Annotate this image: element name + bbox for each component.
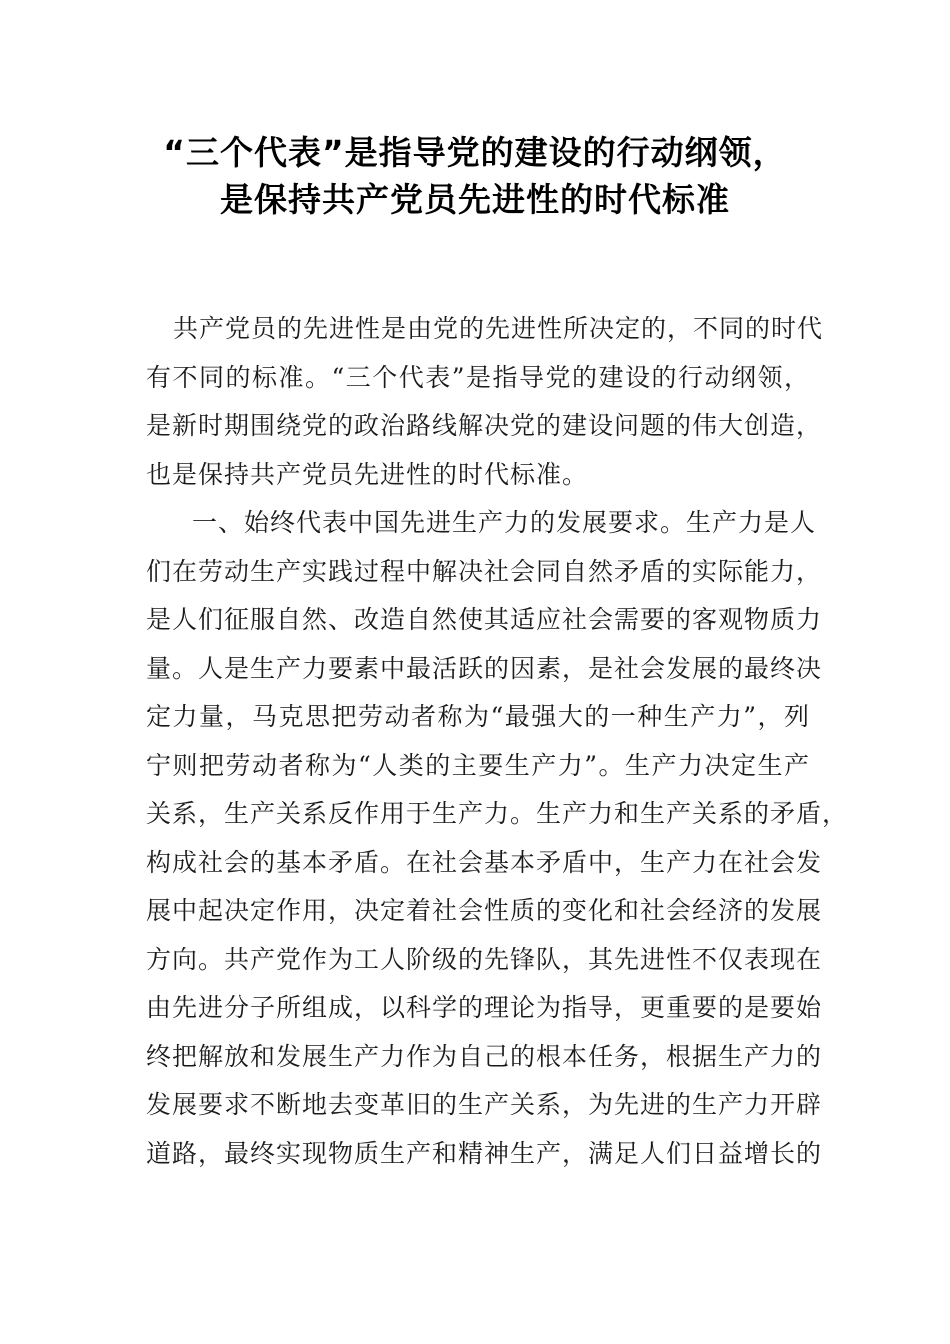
paragraph-line: 方向。共产党作为工人阶级的先锋队，其先进性不仅表现在 (146, 944, 823, 974)
paragraph-line: 也是保持共产党员先进性的时代标准。 (146, 459, 589, 489)
paragraph-line: 定力量，马克思把劳动者称为“最强大的一种生产力”，列 (146, 702, 810, 731)
paragraph-line: 量。人是生产力要素中最活跃的因素，是社会发展的最终决 (146, 653, 823, 683)
paragraph-line: 展中起决定作用，决定着社会性质的变化和社会经济的发展 (146, 896, 823, 925)
paragraph-line: 关系，生产关系反作用于生产力。生产力和生产关系的矛盾， (146, 799, 849, 828)
paragraph-line: 一、始终代表中国先进生产力的发展要求。生产力是人 (192, 508, 817, 537)
paragraph-line: 宁则把劳动者称为“人类的主要生产力”。生产力决定生产 (146, 750, 810, 780)
paragraph-line: 发展要求不断地去变革旧的生产关系，为先进的生产力开辟 (146, 1090, 823, 1119)
paragraph-intro (146, 305, 824, 499)
paragraph-line: 是新时期围绕党的政治路线解决党的建设问题的伟大创造， (146, 411, 823, 440)
paragraph-line: 是人们征服自然、改造自然使其适应社会需要的客观物质力 (146, 605, 823, 634)
paragraph-line: 有不同的标准。“三个代表”是指导党的建设的行动纲领， (146, 362, 810, 392)
paragraph-line: 终把解放和发展生产力作为自己的根本任务，根据生产力的 (146, 1041, 823, 1071)
paragraph-line: 道路，最终实现物质生产和精神生产，满足人们日益增长的 (146, 1138, 823, 1168)
document-title-line-1: “三个代表”是指导党的建设的行动纲领， (163, 133, 787, 172)
paragraph-section-one (146, 499, 849, 1178)
document-title-line-2: 是保持共产党员先进性的时代标准 (220, 180, 730, 219)
paragraph-line: 由先进分子所组成，以科学的理论为指导，更重要的是要始 (146, 993, 823, 1022)
paragraph-line: 们在劳动生产实践过程中解决社会同自然矛盾的实际能力， (146, 556, 823, 586)
paragraph-line: 共产党员的先进性是由党的先进性所决定的，不同的时代 (173, 314, 824, 343)
paragraph-line: 构成社会的基本矛盾。在社会基本矛盾中，生产力在社会发 (146, 847, 823, 877)
